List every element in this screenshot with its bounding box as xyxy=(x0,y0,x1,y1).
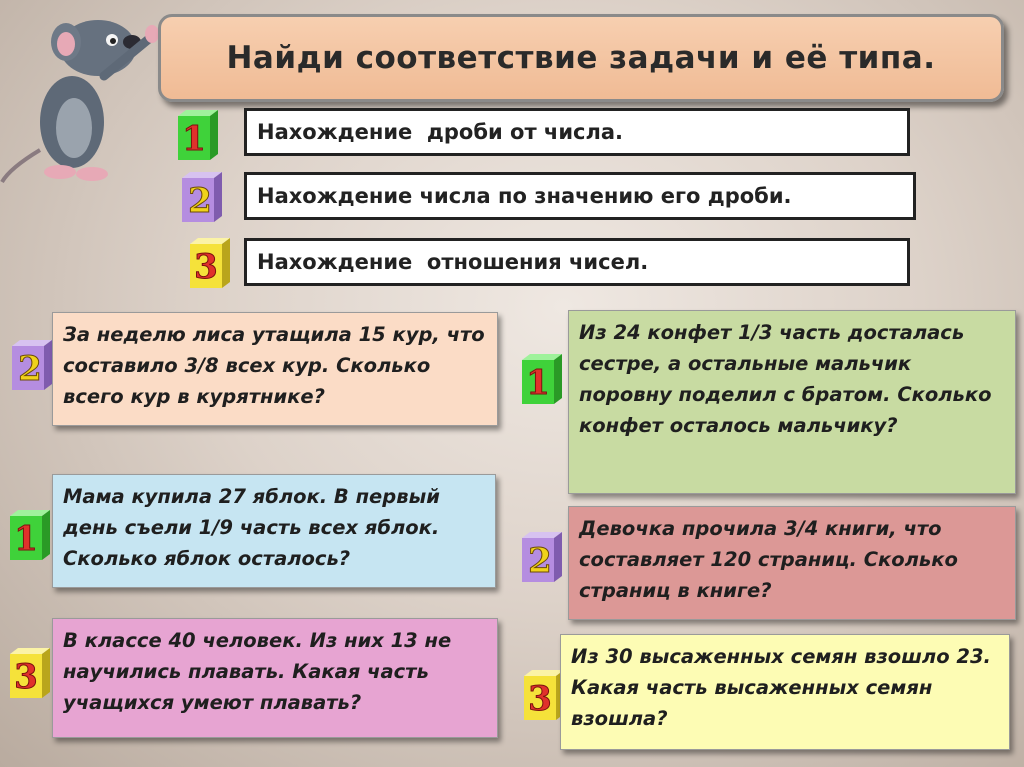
type-row-2 xyxy=(244,172,916,220)
task-text-5: В классе 40 человек. Из них 13 не научились плавать. Какая часть учащихся умеют плавать? xyxy=(63,629,452,714)
number-cube-icon xyxy=(8,338,54,390)
type-row-1 xyxy=(244,108,910,156)
svg-text:1: 1 xyxy=(182,119,206,159)
svg-text:3: 3 xyxy=(194,247,218,287)
number-cube-icon xyxy=(186,236,232,288)
task-card-2 xyxy=(568,310,1016,494)
number-cube-icon xyxy=(174,108,220,160)
page-title: Найди соответствие задачи и её типа. xyxy=(226,40,936,76)
task-card-1 xyxy=(52,312,498,426)
number-cube-icon xyxy=(6,508,52,560)
task-card-3 xyxy=(52,474,496,588)
task-card-6 xyxy=(560,634,1010,750)
type-label-1: Нахождение дроби от числа. xyxy=(257,120,624,144)
svg-text:1: 1 xyxy=(14,519,38,559)
svg-text:3: 3 xyxy=(14,657,38,697)
title-banner xyxy=(158,14,1004,102)
task-text-4: Девочка прочила 3/4 книги, что составляет 120 страниц. Сколько страниц в книге? xyxy=(579,517,958,602)
task-text-2: Из 24 конфет 1/3 часть досталась сестре, а остальные мальчик поровну поделил с братом. Сколько конфет осталось мальчику? xyxy=(579,321,992,437)
svg-text:2: 2 xyxy=(528,541,552,581)
type-row-3 xyxy=(244,238,910,286)
number-cube-icon xyxy=(518,530,564,582)
number-cube-icon xyxy=(6,646,52,698)
task-text-3: Мама купила 27 яблок. В первый день съели 1/9 часть всех яблок. Сколько яблок осталось? xyxy=(63,485,440,570)
task-text-6: Из 30 высаженных семян взошло 23. Какая часть высаженных семян взошла? xyxy=(571,645,991,730)
svg-text:1: 1 xyxy=(526,363,550,403)
svg-text:2: 2 xyxy=(18,349,42,389)
svg-text:3: 3 xyxy=(528,679,552,719)
number-cube-icon xyxy=(518,352,564,404)
task-card-5 xyxy=(52,618,498,738)
svg-text:2: 2 xyxy=(188,181,212,221)
number-cube-icon xyxy=(178,170,224,222)
task-card-4 xyxy=(568,506,1016,620)
type-label-3: Нахождение отношения чисел. xyxy=(257,250,649,274)
type-label-2: Нахождение числа по значению его дроби. xyxy=(257,184,792,208)
mouse-mascot-image xyxy=(0,0,165,185)
task-text-1: За неделю лиса утащила 15 кур, что составило 3/8 всех кур. Сколько всего кур в курятнике? xyxy=(63,323,485,408)
